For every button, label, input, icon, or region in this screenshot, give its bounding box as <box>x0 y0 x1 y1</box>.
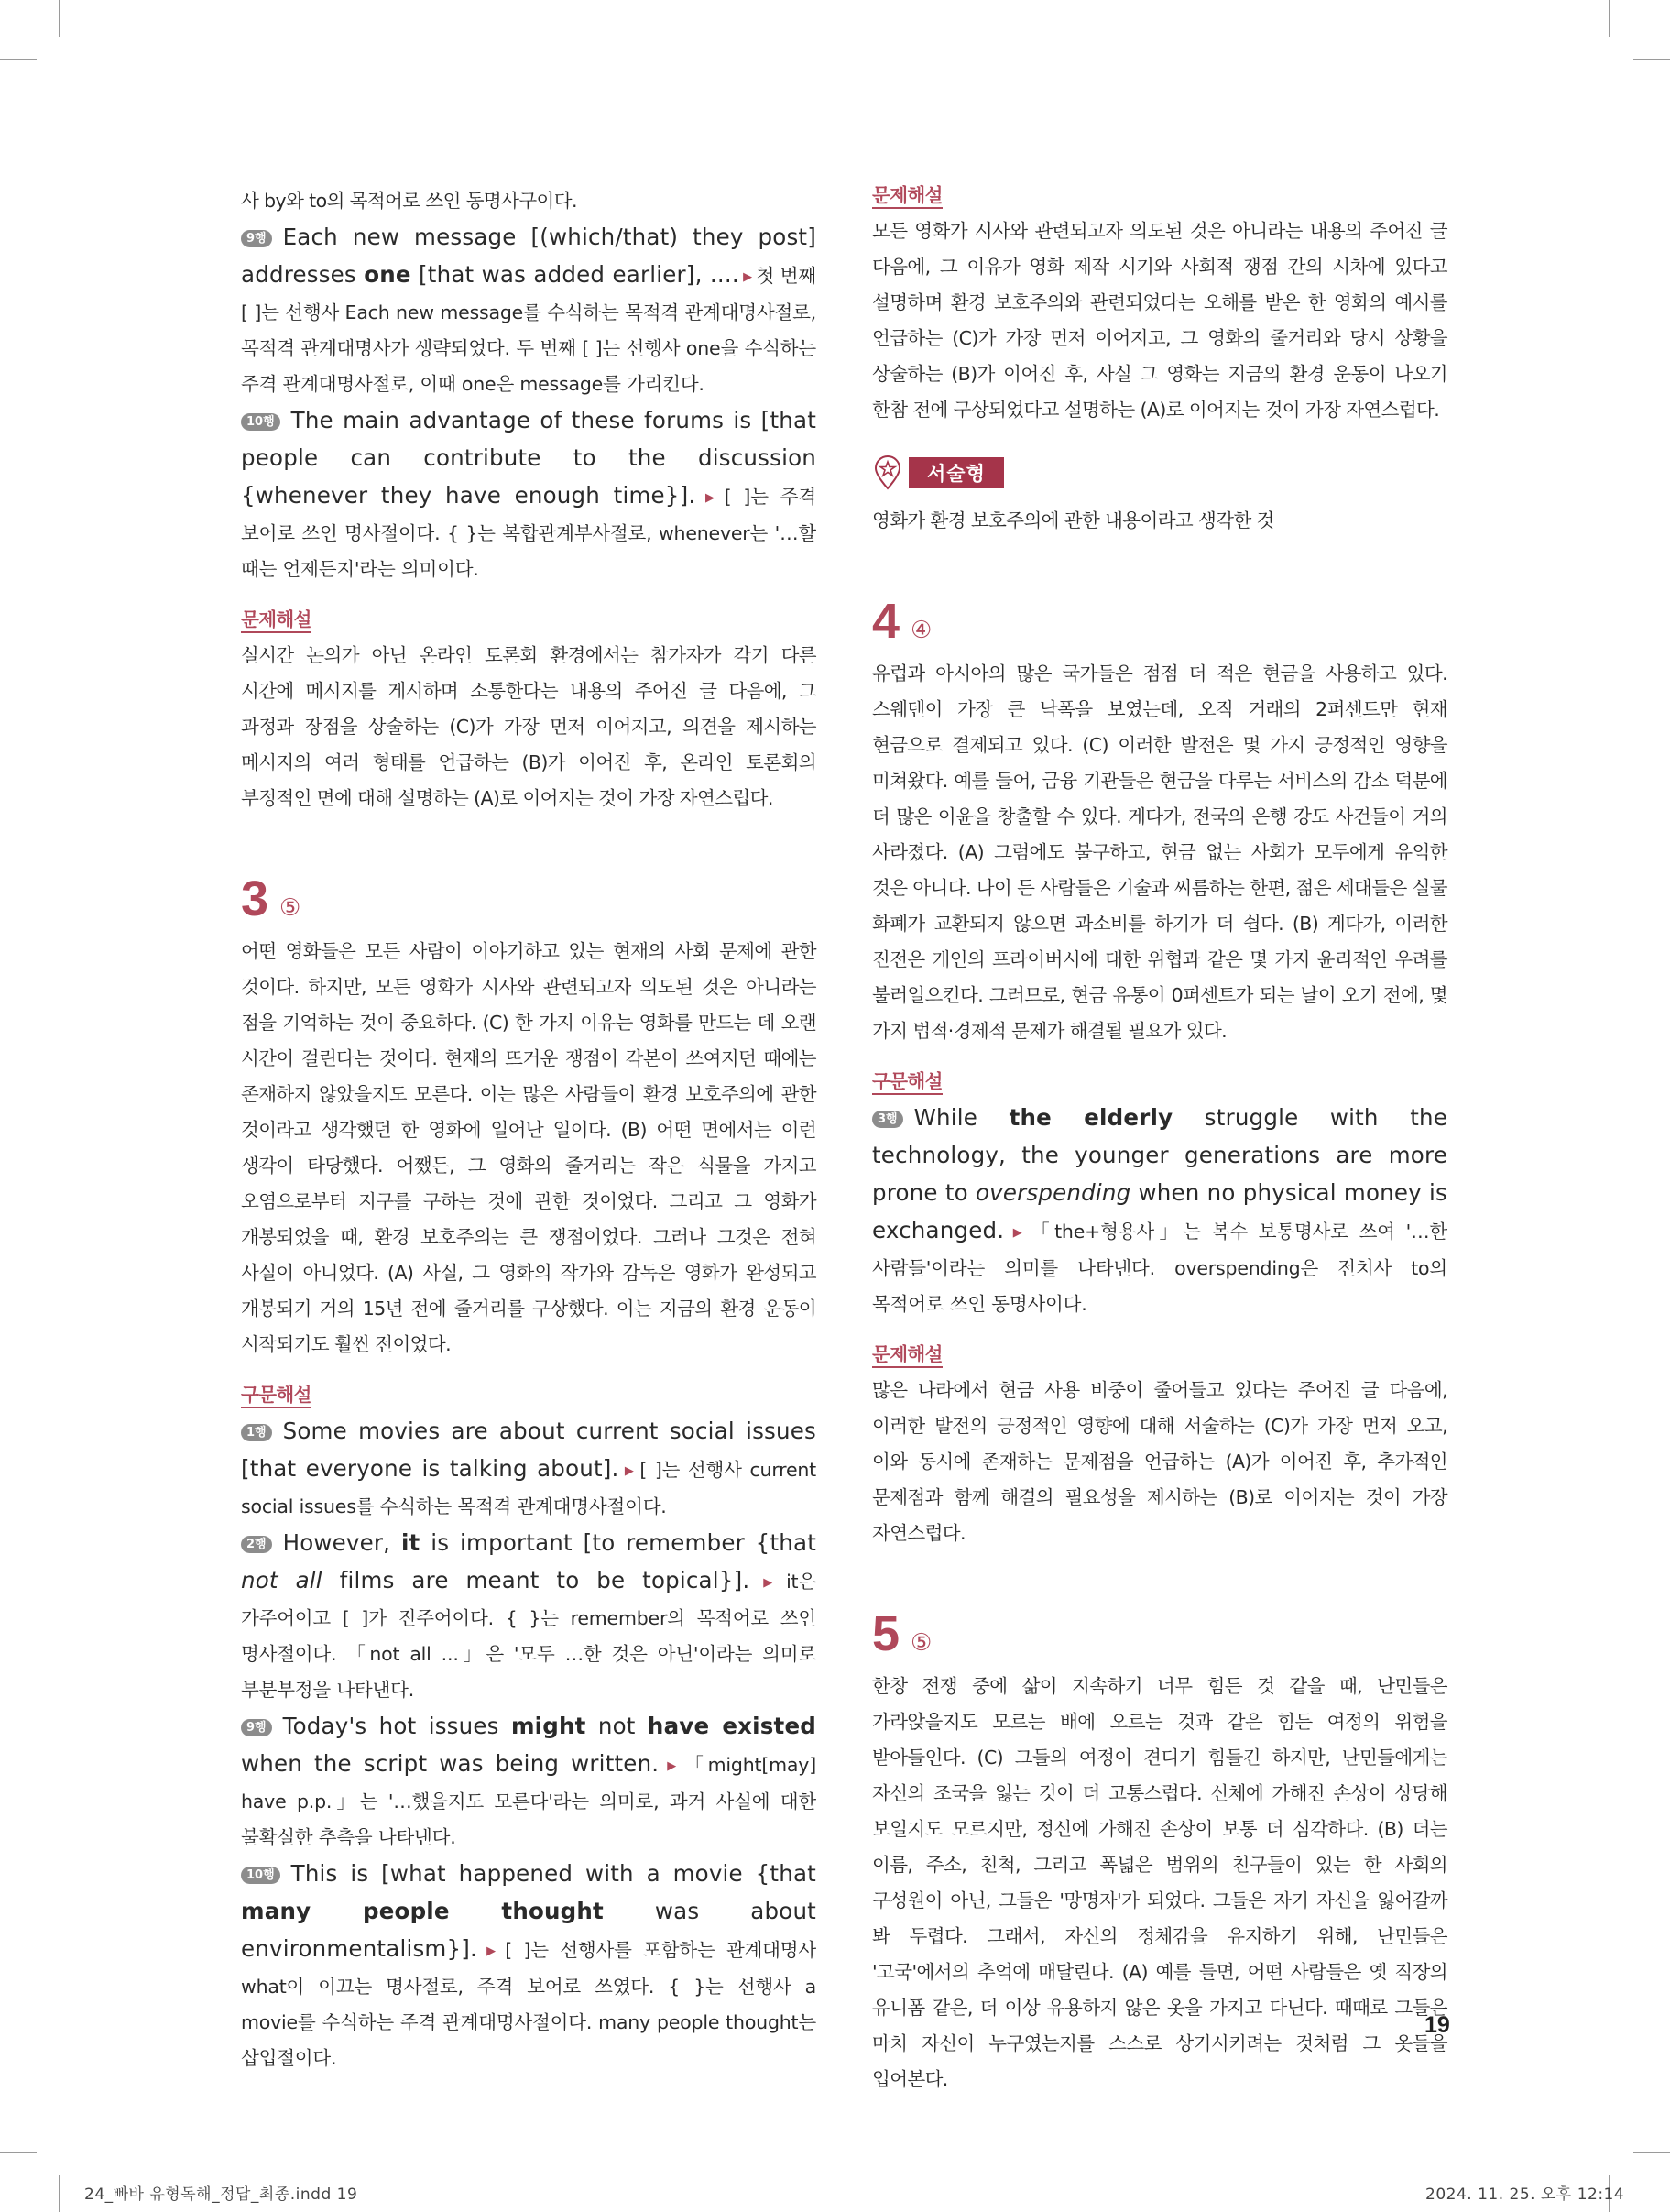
translation-text: 유럽과 아시아의 많은 국가들은 점점 더 적은 현금을 사용하고 있다. 스웨덴이 가장 큰 낙폭을 보였는데, 오직 거래의 2퍼센트만 현재 현금으로 결제되고 있다. (C) 이러한 발전은 몇 가지 긍정적인 영향을 미쳐왔다. 예를 들어, 금융 기관들은 현금을 다루는 서비스의 감소 덕분에 더 많은 이윤을 창출할 수 있다. 게다가, 전국의 은행 강도 사건들이 거의 사라졌다. (A) 그럼에도 불구하고, 현금 없는 사회가 모두에게 유익한 것은 아니다. 나이 든 사람들은 기술과 씨름하는 한편, 젊은 세대들은 실물 화폐가 교환되지 않으면 과소비를 하기가 더 쉽다. (B) 게다가, 이러한 진전은 개인의 프라이버시에 대한 위협과 같은 몇 가지 윤리적인 우려를 불러일으킨다. 그러므로, 현금 유통이 0퍼센트가 되는 날이 오기 전에, 몇 가지 법적·경제적 문제가 해결될 필요가 있다. <box>872 663 1447 1042</box>
section-heading: 구문해설 <box>872 1069 943 1095</box>
english-italic: overspending <box>975 1179 1131 1206</box>
question-number-5 <box>872 1606 1447 1661</box>
english-sentence: The main advantage of these forums is [that people can contribute to the discussion {whenever they have enough time}]. <box>241 407 816 509</box>
right-column <box>872 183 1447 2097</box>
crop-mark <box>1609 0 1610 37</box>
question-number: 3 <box>241 871 269 926</box>
english-sentence: is important [to remember {that <box>420 1529 816 1556</box>
korean-explanation: [ ]는 주격 보어로 쓰인 명사절이다. { }는 복합관계부사절로, whenever는 '…할 때는 언제든지'라는 의미이다. <box>241 486 816 580</box>
section-heading: 문제해설 <box>241 608 311 633</box>
english-sentence: [that was added earlier], .... <box>410 261 739 288</box>
written-answer-header <box>872 455 1447 490</box>
syntax-note-10 <box>241 402 816 587</box>
english-bold: many people thought <box>241 1898 604 1924</box>
solution-text: 실시간 논의가 아닌 온라인 토론회 환경에서는 참가자가 각기 다른 시간에 메시지를 게시하며 소통한다는 내용의 주어진 글 다음에, 그 과정과 장점을 상술하는 (C)가 가장 먼저 이어지고, 의견을 제시하는 메시지의 여러 형태를 언급하는 (B)가 이어진 후, 온라인 토론회의 부정적인 면에 대해 설명하는 (A)로 이어지는 것이 가장 자연스럽다. <box>241 644 816 809</box>
english-sentence: Some movies are about current social issues [that everyone is talking about]. <box>241 1418 816 1482</box>
english-sentence: While <box>913 1104 1010 1131</box>
triangle-icon: ▶ <box>481 1944 502 1958</box>
korean-explanation: [ ]는 선행사 current social issues를 수식하는 목적격 관계대명사절이다. <box>241 1459 817 1517</box>
solution-section <box>872 183 1447 428</box>
english-sentence: However, <box>282 1529 401 1556</box>
korean-explanation: [ ]는 선행사를 포함하는 관계대명사 what이 이끄는 명사절로, 주격 보어로 쓰였다. { }는 선행사 a movie를 수식하는 주격 관계대명사절이다. many people thought는 삽입절이다. <box>241 1939 816 2069</box>
footer-date-slug: 2024. 11. 25. 오후 12:14 <box>1425 2185 1625 2204</box>
triangle-icon: ▶ <box>742 270 753 284</box>
korean-explanation: it은 가주어이고 [ ]가 진주어이다. { }는 remember의 목적어로 쓰인 명사절이다. 「not all ...」은 '모두 …한 것은 아닌'이라는 의미로 부분부정을 나타낸다. <box>241 1571 816 1701</box>
english-sentence: was about environmentalism}]. <box>241 1898 816 1962</box>
section-heading: 문제해설 <box>872 183 943 209</box>
line-label: 9행 <box>241 230 272 247</box>
english-bold: the elderly <box>1009 1104 1173 1131</box>
crop-mark <box>1633 2152 1670 2153</box>
korean-explanation: 「the+형용사」는 복수 보통명사로 쓰여 '…한 사람들'이라는 의미를 나타낸다. overspending은 전치사 to의 목적어로 쓰인 동명사이다. <box>872 1221 1447 1315</box>
triangle-icon: ▶ <box>662 1759 682 1773</box>
crop-mark <box>0 59 37 60</box>
english-sentence: This is [what happened with a movie {that <box>290 1860 816 1887</box>
left-column <box>241 183 816 2076</box>
syntax-note-9 <box>241 219 816 402</box>
crop-mark <box>59 2175 60 2212</box>
pin-star-icon <box>872 455 903 490</box>
english-bold: might <box>510 1713 586 1739</box>
syntax-section <box>241 1383 816 2076</box>
solution-section <box>872 1342 1447 1551</box>
english-sentence: not <box>585 1713 648 1739</box>
section-heading: 구문해설 <box>241 1383 311 1408</box>
written-answer-text: 영화가 환경 보호주의에 관한 내용이라고 생각한 것 <box>872 509 1274 531</box>
line-label: 2행 <box>241 1536 272 1553</box>
line-label: 1행 <box>241 1424 272 1441</box>
crop-mark <box>0 2152 37 2153</box>
answer-mark: ⑤ <box>911 1629 933 1657</box>
english-bold: it <box>400 1529 420 1556</box>
solution-text: 모든 영화가 시사와 관련되고자 의도된 것은 아니라는 내용의 주어진 글 다음에, 그 이유가 영화 제작 시기와 사회적 쟁점 간의 시차에 있다고 설명하며 환경 보호주의와 관련되었다는 오해를 받은 한 영화의 예시를 언급하는 (C)가 가장 먼저 이어지고, 그 영화의 줄거리와 당시 상황을 상술하는 (B)가 이어진 후, 사실 그 영화는 지금의 환경 운동이 나오기 한참 전에 구상되었다고 설명하는 (A)로 이어지는 것이 가장 자연스럽다. <box>872 220 1447 421</box>
english-italic: not all <box>241 1567 322 1593</box>
triangle-icon: ▶ <box>753 1576 783 1590</box>
solution-section <box>241 608 816 816</box>
triangle-icon: ▶ <box>1008 1226 1028 1240</box>
english-sentence: Each new message [(which/that) they post] addresses <box>241 224 816 288</box>
syntax-note-1 <box>241 1413 816 1525</box>
section-heading: 문제해설 <box>872 1342 943 1368</box>
question-number-4 <box>872 594 1447 649</box>
crop-mark <box>59 0 60 37</box>
triangle-icon: ▶ <box>699 491 721 505</box>
syntax-note-9b <box>241 1708 816 1856</box>
syntax-note-3 <box>872 1100 1447 1322</box>
question-number: 4 <box>872 594 900 649</box>
english-bold: one <box>364 261 411 288</box>
line-label: 10행 <box>241 413 280 431</box>
english-sentence: when the script was being written. <box>241 1750 660 1777</box>
triangle-icon: ▶ <box>622 1464 637 1478</box>
english-sentence: struggle with the technology, the younger generations are more prone to <box>872 1104 1448 1206</box>
english-sentence: Today's hot issues <box>282 1713 511 1739</box>
syntax-note-10b <box>241 1856 816 2076</box>
crop-mark <box>1633 59 1670 60</box>
line-label: 9행 <box>241 1719 272 1736</box>
question-number: 5 <box>872 1606 900 1661</box>
english-bold: have existed <box>647 1713 817 1739</box>
line-label: 3행 <box>872 1111 903 1128</box>
syntax-section <box>872 1069 1447 1322</box>
written-answer-badge: 서술형 <box>909 457 1004 488</box>
korean-explanation: 첫 번째 [ ]는 선행사 Each new message를 수식하는 목적격 관계대명사절로, 목적격 관계대명사가 생략되었다. 두 번째 [ ]는 선행사 one을 수식하는 주격 관계대명사절로, 이때 one은 message를 가리킨다. <box>241 265 816 395</box>
syntax-note-2 <box>241 1525 816 1708</box>
translation-text: 한창 전쟁 중에 삶이 지속하기 너무 힘든 것 같을 때, 난민들은 가라앉을지도 모르는 배에 오르는 것과 같은 힘든 여정의 위험을 받아들인다. (C) 그들의 여정이 견디기 힘들긴 하지만, 난민들에게는 자신의 조국을 잃는 것이 더 고통스럽다. 신체에 가해진 손상이 상당해 보일지도 모르지만, 정신에 가해진 손상이 보통 더 심각하다. (B) 더는 이름, 주소, 친척, 그리고 폭넓은 범위의 친구들이 있는 한 사회의 구성원이 아닌, 그들은 '망명자'가 되었다. 그들은 자기 자신을 잃어갈까 봐 두렵다. 그래서, 자신의 정체감을 유지하기 위해, 난민들은 '고국'에서의 추억에 매달린다. (A) 예를 들면, 어떤 사람들은 옛 직장의 유니폼 같은, 더 이상 유용하지 않은 옷을 가지고 다닌다. 때때로 그들은 마치 자신이 누구였는지를 스스로 상기시키려는 것처럼 그 옷들을 입어본다. <box>872 1675 1447 2090</box>
paragraph: 사 by와 to의 목적어로 쓰인 동명사구이다. <box>241 190 577 212</box>
translation-text: 어떤 영화들은 모든 사람이 이야기하고 있는 현재의 사회 문제에 관한 것이다. 하지만, 모든 영화가 시사와 관련되고자 의도된 것은 아니라는 점을 기억하는 것이 중요하다. (C) 한 가지 이유는 영화를 만드는 데 오랜 시간이 걸린다는 것이다. 현재의 뜨거운 쟁점이 각본이 쓰여지던 때에는 존재하지 않았을지도 모른다. 이는 많은 사람들이 환경 보호주의에 관한 것이라고 생각했던 한 영화에 일어난 일이다. (B) 어떤 면에서는 이런 생각이 타당했다. 어쨌든, 그 영화의 줄거리는 작은 식물을 가지고 오염으로부터 지구를 구하는 것에 관한 것이었다. 그리고 그 영화가 개봉되었을 때, 환경 보호주의는 큰 쟁점이었다. 그러나 그것은 전혀 사실이 아니었다. (A) 사실, 그 영화의 작가와 감독은 영화가 완성되고 개봉되기 거의 15년 전에 줄거리를 구상했다. 이는 지금의 환경 운동이 시작되기도 훨씬 전이었다. <box>241 940 816 1355</box>
page-number: 19 <box>1424 2012 1450 2038</box>
english-sentence: films are meant to be topical}]. <box>322 1567 750 1593</box>
question-number-3 <box>241 871 816 926</box>
footer-file-slug: 24_빠바 유형독해_정답_최종.indd 19 <box>84 2185 358 2204</box>
answer-mark: ④ <box>911 617 933 644</box>
line-label: 10행 <box>241 1867 280 1884</box>
korean-explanation: 「might[may] have p.p.」는 '…했을지도 모른다'라는 의미로, 과거 사실에 대한 불확실한 추측을 나타낸다. <box>241 1754 817 1848</box>
answer-mark: ⑤ <box>279 894 301 922</box>
english-sentence: when no physical money is exchanged. <box>872 1179 1447 1243</box>
solution-text: 많은 나라에서 현금 사용 비중이 줄어들고 있다는 주어진 글 다음에, 이러한 발전의 긍정적인 영향에 대해 서술하는 (C)가 가장 먼저 오고, 이와 동시에 존재하는 문제점을 언급하는 (A)가 이어진 후, 추가적인 문제점과 함께 해결의 필요성을 제시하는 (B)로 이어지는 것이 가장 자연스럽다. <box>872 1379 1447 1544</box>
